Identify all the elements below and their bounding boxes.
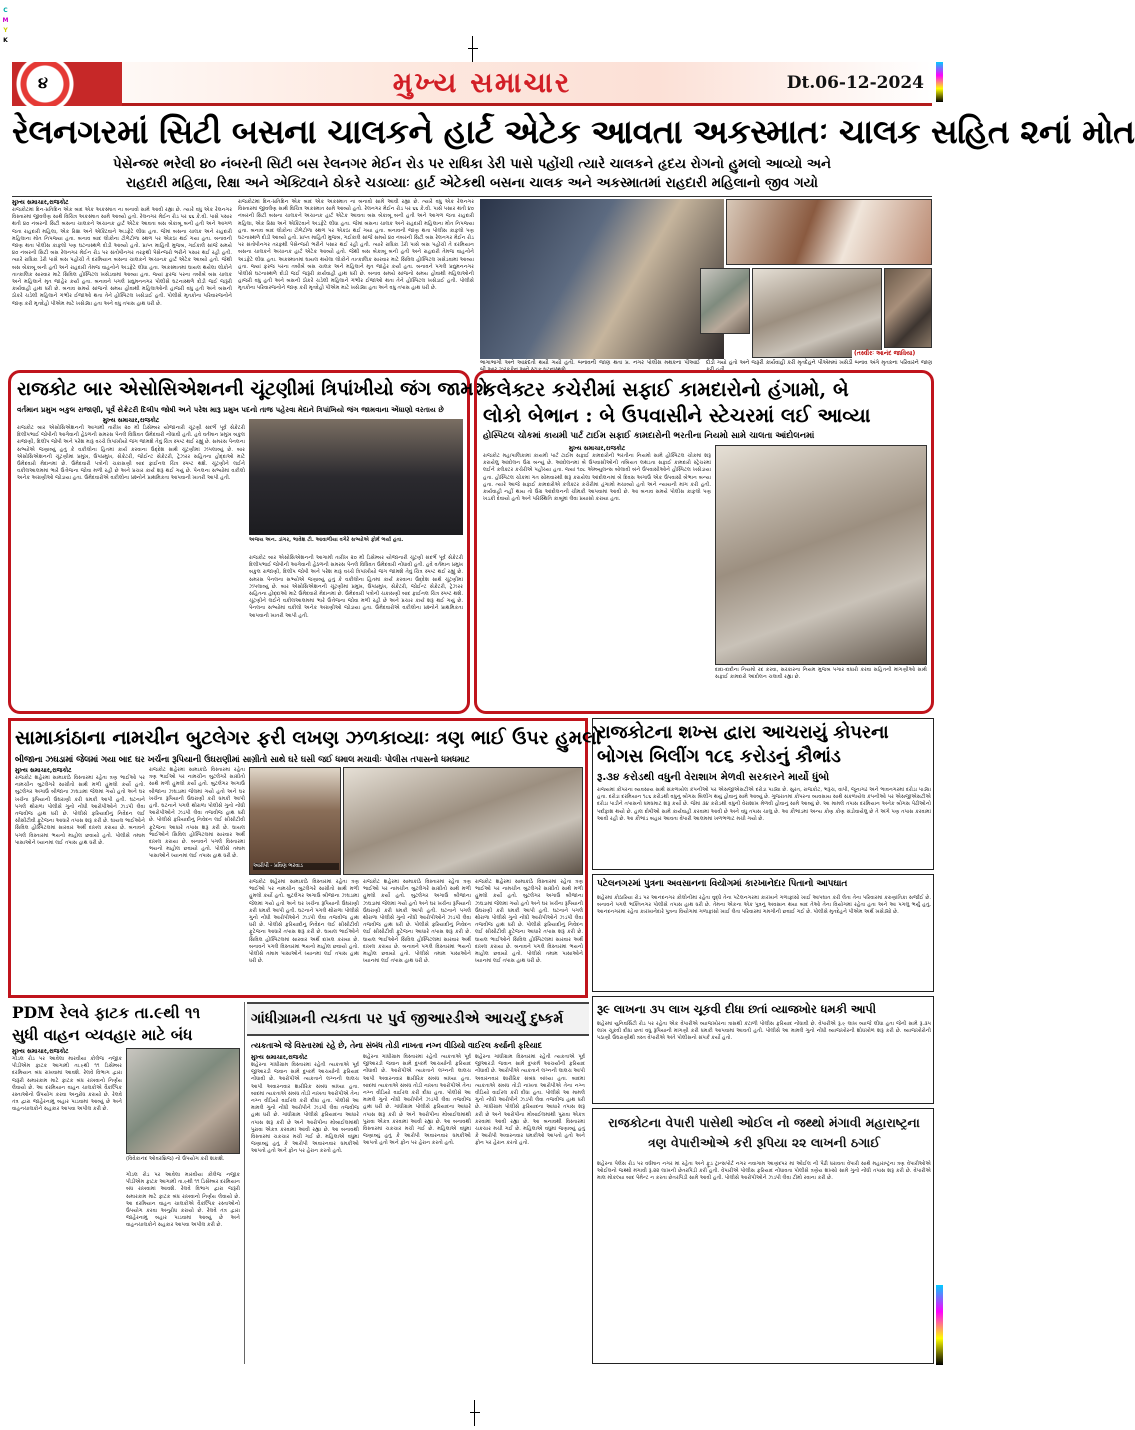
lead-photo-caption-left: ભાગાભાગી અને આક્રંદતી થયી ગયી હતી. બનાવની જાણ થતા પ્ર. નગર પોલીસ મથકના પીઆઈ બી.આર.ઝરકકેન અને સ્ટાફ ઘટનાસ્થળે: [480, 360, 700, 373]
pdm-body: ગોંડલ રોડ પર આવેલા મારવીયા કોલેજ નજીક પીડીએમ ફાટક આગામી તા.૯થી ૧૧ ડિસેમ્બર દરમિયાન બંધ રાખવામાં આવશે. રેલવે વિભાગ દ્વારા જરૂરી સમારકામ માટે ફાટક બંધ રાખવાનો નિર્ણય લેવાયો છે. આ દરમિયાન વાહન ચાલકોએ વૈકલ્પિક રસ્તાઓનો ઉપયોગ કરવા અનુરોધ કરાયો છે. રેલવે તંત્ર દ્વારા જાહેરનામું બહાર પાડવામાં આવ્યું છે અને વાહનચાલકોને સહકાર આપવા અપીલ કરી છે.: [12, 1056, 122, 1113]
gandhigram-column-3: શહેરના ગાંધીગ્રામ વિસ્તારમાં રહેતી ત્યકતાએ પૂર્વ જીઆરડી જવાન સામે દુષ્કર્મ આચર્યાની ફરિયાદ નોંધાવી છે. આરોપીએ ત્યકતાને લગ્નની લાલચ આપી અવારનવાર શારીરિક સંબંધ બાંધ્યા હતા. બાદમાં ત્યકતાએ સંબંધ તોડી નાખતા આરોપીએ તેના નગ્ન વીડિયો વાઈરલ કરી દીધા હતા. પોલીસે આ મામલે ગુનો નોંધી આરોપીને ઝડપી લેવા તજવીજ હાથ ધરી છે. ગાંધીગ્રામ પોલીસે ફરિયાદના આધારે તપાસ શરૂ કરી છે અને આરોપીના મોબાઈલમાંથી પુરાવા એકત્ર કરવામાં આવી રહ્યા છે. આ બનાવથી વિસ્તારમાં ચકચાર મચી ગઈ છે. મહિલાએ વધુમાં જણાવ્યું હતું કે આરોપી અવારનવાર ધમકીઓ આપતો હતો અને ફોન પર હેરાન કરતો હતો.: [475, 1054, 585, 1147]
pdm-body-continued: ગોંડલ રોડ પર આવેલા મારવીયા કોલેજ નજીક પીડીએમ ફાટક આગામી તા.૯થી ૧૧ ડિસેમ્બર દરમિયાન બંધ રાખવામાં આવશે. રેલવે વિભાગ દ્વારા જરૂરી સમારકામ માટે ફાટક બંધ રાખવાનો નિર્ણય લેવાયો છે. આ દરમિયાન વાહન ચાલકોએ વૈકલ્પિક રસ્તાઓનો ઉપયોગ કરવા અનુરોધ કરાયો છે. રેલવે તંત્ર દ્વારા જાહેરનામું બહાર પાડવામાં આવ્યું છે અને વાહનચાલકોને સહકાર આપવા અપીલ કરી છે.: [126, 1172, 240, 1229]
lead-subheadline-1: પેસેન્જર ભરેલી ૪૦ નંબરની સિટી બસ રેલનગર મેઈન રોડ પર રાધિકા ડેરી પાસે પહોંચી ત્યારે ચાલકને હૃદય રોગનો હુમલો આવ્યો અને: [112, 157, 831, 172]
bar-body-continued: રાજકોટ બાર એસોસિએશનની આગામી તારીખ ૨૦ મી ડિસેમ્બર યોજાનારી ચૂંટણી સંદર્ભે પૂર્વ સેક્રેટરી દિલીપભાઈ જોષીની આગેવાની હેઠળની સમરસ પેનલે વિધિવત ઉમેદવારી નોંધાવી હતી. હવે વર્તમાન પ્રમુખ બકુલ રાજાણી, દિલીપ જોષી અને પરેશ મારૂ વચ્ચે ત્રિપાંખીયો જંગ જામશે તેવું ચિત્ર સ્પષ્ટ થઈ રહ્યું છે. સમરસ પેનલના સભ્યોએ જણાવ્યું હતું કે વકીલોના હિતમાં કાર્ય કરવાના ઉદ્દેશ સાથે ચૂંટણીમાં ઝંપલાવ્યું છે. બાર એસોસિએશનની ચૂંટણીમાં પ્રમુખ, ઉપપ્રમુખ, સેક્રેટરી, જોઈન્ટ સેક્રેટરી, ટ્રેઝરર સહિતના હોદ્દાઓ માટે ઉમેદવારો મેદાનમાં છે. ઉમેદવારી પત્રોની ચકાસણી બાદ ફાઈનલ ચિત્ર સ્પષ્ટ થશે. ચૂંટણીને લઈને વકીલઆલમમાં ભારે ઉત્તેજના જોવા મળી રહી છે અને પ્રચાર કાર્ય શરૂ થઈ ગયું છે. પેનલના સભ્યોમાં વકીલો અનેક અગ્રણીઓ જોડાયા હતા. ઉમેદવારોએ વકીલોના પ્રશ્નોને પ્રાથમિકતા આપવાની ખાતરી આપી હતી.: [249, 555, 463, 619]
bar-subheadline: વર્તમાન પ્રમુખ બકુલ રાજાણી, પૂર્વ સેક્રેટરી દિલીપ જોષી અને પરેશ મારૂ પ્રમુખ પદનો તાજ પહેરવા મેદાને ત્રિપાંખિયો જંગ જામવાના એંધાણો વરતાય છે: [17, 405, 444, 414]
lead-subheadline-2: રાહદારી મહિલા, રિક્ષા અને એક્ટિવાને ઠોકરે ચડાવ્યાઃ હાર્ટ એટેકથી બસના ચાલક અને અકસ્માતમાં રાહદારી મહિલાનો જીવ ગયો: [126, 176, 818, 191]
father-suicide-headline: પટેલનગરમાં પુત્રના અવસાનના વિયોગમાં કારખાનેદાર પિતાનો આપઘાત: [597, 879, 848, 889]
oil-fraud-body: શહેરના પેલેસ રોડ પર વર્ધમાન નગર માં રહેતા અને ફૂડ ટ્રાન્સપોર્ટ નગર નવાગામ આણંદપર માં ઓઈલ ની પેઢી ધરાવતા વેપારી સાથે મહારાષ્ટ્રના ત્રણ વેપારીઓએ ઓઈલનો જથ્થો મંગાવી રૂ.૨૨ લાખની છેતરપિંડી કરી હતી. વેપારીએ પોલીસ ફરિયાદ નોંધાવતા પોલીસે ત્રણેય શખ્સો સામે ગુનો નોંધી તપાસ શરૂ કરી છે. વેપારીએ માલ મોકલ્યા બાદ પેમેન્ટ ન કરતા છેતરપિંડી સામે આવી હતી. પોલીસે આરોપીઓને ઝડપી લેવા ટીમો રવાના કરી છે.: [597, 1161, 931, 1182]
page-number-badge: [12, 62, 122, 106]
bootlegger-body-continued-1: રાજકોટ શહેરમાં સામાકાંઠે વિસ્તારમાં રહેતા ત્રણ ભાઈઓ પર નામચીન બુટલેગરે સાગ્રીતો સાથે મળી હુમલો કર્યો હતો. બુટલેગર અગાઉ બીજાના ઝઘડામાં જેલમાં ગયો હતો અને ઘર ખર્ચના રૂપિયાની ઉઘરાણી કરી ધમકી આપી હતી. ઘટનાને પગલે થોરાળા પોલીસે ગુનો નોંધી આરોપીઓને ઝડપી લેવા તજવીજ હાથ ધરી છે. પોલીસે ફરિયાદીનું નિવેદન લઈ સીસીટીવી ફૂટેજના આધારે તપાસ શરૂ કરી છે. ઘાયલ ભાઈઓને સિવિલ હોસ્પિટલમાં સારવાર અર્થે દાખલ કરાયા છે. બનાવને પગલે વિસ્તારમાં ભયનો માહોલ છવાયો હતો. પોલીસે તમામ પાસાઓને ધ્યાનમાં લઈ તપાસ હાથ ધરી છે.: [249, 879, 359, 965]
lead-photo-caption-right: દોડી ગયો હતો અને જરૂરી કાર્યવાહી કરી મૃતદેહને પીએમમાં ખસેડી બનાવ અંગે મૃતકના પરિવારને જાણ કરી હતી.: [706, 360, 932, 373]
gandhigram-byline: મુખ્ય સમાચાર,રાજકોટ: [251, 1054, 308, 1061]
pdm-crossing-story: [12, 1002, 240, 1364]
gandhigram-story: [244, 1002, 588, 1364]
copper-headline-2: બોગસ બિલીંગ ૧૮૬ કરોડનું કૌભાંડ: [597, 746, 841, 767]
collector-photo-caption: દાદા-દાદીના નિયમો રદ કરવા, સરકારના નિયમ મુજબ પગાર વધારો કરવા સહિતની માંગણીઓ સાથે સફાઈ કામદારો આંદોલન ચલાવી રહ્યા છે.: [715, 667, 927, 681]
issue-date: Dt.06-12-2024: [786, 73, 924, 93]
father-suicide-story: [592, 874, 934, 992]
copper-subheadline: રૂ.૩૪ કરોડથી વધુની વેરાશાખ મેળવી સરકારને માર્યો ધુંબો: [597, 772, 830, 783]
pdm-photo-caption: (વિવેકાનંદ ઓવરબ્રિજ) નો ઉપયોગ કરી શકાશે.: [126, 1156, 225, 1162]
gandhigram-subheadline: ત્યકતાએ જે વિસ્તારમાં રહે છે, તેના સંબંધ તોડી નાખતા નગ્ન વીડિયો વાઈરલ કર્યાની ફરિયાદ: [251, 1041, 543, 1050]
pdm-column-1: [12, 1048, 122, 1364]
collector-column-1: [483, 445, 711, 707]
registration-mark-bottom: [470, 1400, 480, 1426]
pdm-byline: મુખ્ય સમાચાર,રાજકોટ: [12, 1048, 69, 1055]
bar-photo-group: [249, 419, 463, 535]
bar-column-1: [17, 417, 245, 707]
bootlegger-photo-accused: [249, 767, 341, 875]
bootlegger-photo-caption: આરોપી - પ્રવિણ ભરવાડ: [253, 863, 339, 870]
margin-letter-m: M: [2, 17, 9, 24]
lead-column-2: [238, 199, 474, 365]
section-title: મુખ્ય સમાચાર: [392, 66, 572, 99]
bootlegger-headline: સામાકાંઠાના નામચીન બુટલેગર ફરી લખણ ઝળકાવ્યાઃ ત્રણ ભાઈ ઉપર હુમલો: [15, 727, 602, 749]
collector-subheadline: હોસ્પિટલ ચોકમાં કાયમી પાર્ટ ટાઈમ સફાઈ કામદારોની ભરતીના નિયમો સામે ચાલતા આંદોલનમાં: [483, 431, 815, 441]
bootlegger-photo-hospital: [343, 767, 583, 875]
bootlegger-subheadline: બીજાના ઝઘડામાં જેલમાં ગયા બાદ ઘર ખર્ચના રૂપિયાની ઉઘરાણીમાં સાગ્રીતો સાથે ઘરે ઘસી જઈ ધમાલ મચાવીઃ પોલીસ તપાસનો ધમધમાટ: [15, 754, 470, 764]
gandhigram-headline: ગાંધીગ્રામની ત્યકતા પર પુર્વ જીઆરડીએ આચર્યું દુષ્કર્મ: [251, 1011, 564, 1027]
registration-mark-top: [468, 36, 478, 62]
bar-photo-caption: અજય અન. ડાંગર, ભાવેશ ટી. આવાળીયા વગેરે સભ્યોએ ફોર્મ ભર્યા હતા.: [249, 537, 404, 543]
bar-headline: રાજકોટ બાર એસોસિએશનની ચૂંટણીમાં ત્રિપાંખીયો જંગ જામશે: [17, 379, 488, 400]
bootlegger-column-1: [15, 767, 145, 993]
lead-photo-victim: [726, 199, 932, 265]
bar-body: રાજકોટ બાર એસોસિએશનની આગામી તારીખ ૨૦ મી ડિસેમ્બર યોજાનારી ચૂંટણી સંદર્ભે પૂર્વ સેક્રેટરી દિલીપભાઈ જોષીની આગેવાની હેઠળની સમરસ પેનલે વિધિવત ઉમેદવારી નોંધાવી હતી. હવે વર્તમાન પ્રમુખ બકુલ રાજાણી, દિલીપ જોષી અને પરેશ મારૂ વચ્ચે ત્રિપાંખીયો જંગ જામશે તેવું ચિત્ર સ્પષ્ટ થઈ રહ્યું છે. સમરસ પેનલના સભ્યોએ જણાવ્યું હતું કે વકીલોના હિતમાં કાર્ય કરવાના ઉદ્દેશ સાથે ચૂંટણીમાં ઝંપલાવ્યું છે. બાર એસોસિએશનની ચૂંટણીમાં પ્રમુખ, ઉપપ્રમુખ, સેક્રેટરી, જોઈન્ટ સેક્રેટરી, ટ્રેઝરર સહિતના હોદ્દાઓ માટે ઉમેદવારો મેદાનમાં છે. ઉમેદવારી પત્રોની ચકાસણી બાદ ફાઈનલ ચિત્ર સ્પષ્ટ થશે. ચૂંટણીને લઈને વકીલઆલમમાં ભારે ઉત્તેજના જોવા મળી રહી છે અને પ્રચાર કાર્ય શરૂ થઈ ગયું છે. પેનલના સભ્યોમાં વકીલો અનેક અગ્રણીઓ જોડાયા હતા. ઉમેદવારોએ વકીલોના પ્રશ્નોને પ્રાથમિકતા આપવાની ખાતરી આપી હતી.: [17, 425, 245, 482]
bar-election-story: [8, 370, 488, 714]
gandhigram-body: શહેરના ગાંધીગ્રામ વિસ્તારમાં રહેતી ત્યકતાએ પૂર્વ જીઆરડી જવાન સામે દુષ્કર્મ આચર્યાની ફરિયાદ નોંધાવી છે. આરોપીએ ત્યકતાને લગ્નની લાલચ આપી અવારનવાર શારીરિક સંબંધ બાંધ્યા હતા. બાદમાં ત્યકતાએ સંબંધ તોડી નાખતા આરોપીએ તેના નગ્ન વીડિયો વાઈરલ કરી દીધા હતા. પોલીસે આ મામલે ગુનો નોંધી આરોપીને ઝડપી લેવા તજવીજ હાથ ધરી છે. ગાંધીગ્રામ પોલીસે ફરિયાદના આધારે તપાસ શરૂ કરી છે અને આરોપીના મોબાઈલમાંથી પુરાવા એકત્ર કરવામાં આવી રહ્યા છે. આ બનાવથી વિસ્તારમાં ચકચાર મચી ગઈ છે. મહિલાએ વધુમાં જણાવ્યું હતું કે આરોપી અવારનવાર ધમકીઓ આપતો હતો અને ફોન પર હેરાન કરતો હતો.: [251, 1062, 359, 1155]
lead-photo-bus: [480, 199, 724, 359]
collector-body: રાજકોટ મહાપાલિકામાં કાયમી પાર્ટ ટાઈમ સફાઈ કામદારોની ભરતીના નિયમો સામે હોસ્પિટલ ચોકમાં શરૂ કરાયેલું આંદોલન ઉગ્ર બન્યું છે. આંદોલનમાં બે ઉપવાસીઓની તબિયત લથડતા સફાઈ કામદારો સ્ટ્રેચરમાં લઈને કલેક્ટર કચેરીએ પહોંચ્યા હતા. જ્યાં ૧૦૮ એમ્બ્યુલન્સ બોલાવી બંને ઉપવાસીઓને હોસ્પિટલ ખસેડાયા હતા. હોસ્પિટલ ચોકમાં ગત સોમવારથી શરૂ કરાયેલા આંદોલનમાં બે દિવસ અગાઉ એક ઉપવાસી બેભાન બન્યા હતા. ત્યારે આજે સફાઈ કામદારોએ કલેક્ટર કચેરીમાં હંગામો મચાવ્યો હતો અને ન્યાયની માંગ કરી હતી. કાર્યવાહી નહીં થાય તો ઉગ્ર આંદોલનની ચીમકી આપવામાં આવી છે. આ બનાવ સમયે પોલીસ કાફલો પણ ખડકી દેવાયો હતો અને પરિસ્થિતિ કાબૂમાં લેવા પ્રયાસો કરાયા હતા.: [483, 453, 711, 503]
masthead: [12, 62, 932, 106]
lead-headline: રેલનગરમાં સિટી બસના ચાલકને હાર્ટ એટેક આવતા અકસ્માતઃ ચાલક સહિત ૨નાં મોત: [12, 112, 1135, 151]
lead-byline: મુખ્ય સમાચાર,રાજકોટ: [12, 199, 69, 206]
bootlegger-body-continued-3: રાજકોટ શહેરમાં સામાકાંઠે વિસ્તારમાં રહેતા ત્રણ ભાઈઓ પર નામચીન બુટલેગરે સાગ્રીતો સાથે મળી હુમલો કર્યો હતો. બુટલેગર અગાઉ બીજાના ઝઘડામાં જેલમાં ગયો હતો અને ઘર ખર્ચના રૂપિયાની ઉઘરાણી કરી ધમકી આપી હતી. ઘટનાને પગલે થોરાળા પોલીસે ગુનો નોંધી આરોપીઓને ઝડપી લેવા તજવીજ હાથ ધરી છે. પોલીસે ફરિયાદીનું નિવેદન લઈ સીસીટીવી ફૂટેજના આધારે તપાસ શરૂ કરી છે. ઘાયલ ભાઈઓને સિવિલ હોસ્પિટલમાં સારવાર અર્થે દાખલ કરાયા છે. બનાવને પગલે વિસ્તારમાં ભયનો માહોલ છવાયો હતો. પોલીસે તમામ પાસાઓને ધ્યાનમાં લઈ તપાસ હાથ ધરી છે.: [475, 879, 583, 965]
collector-headline-2: લોકો બેભાન : બે ઉપવાસીને સ્ટેચરમાં લઈ આવ્યા: [483, 404, 871, 427]
pdm-headline-1: PDM રેલવે ફાટક તા.૯થી ૧૧: [12, 1003, 201, 1022]
oil-fraud-story: [592, 1108, 934, 1364]
margin-letter-c: C: [3, 7, 8, 14]
moneylender-body: શહેરમાં યુનિવર્સિટી રોડ પર રહેતા એક વેપારીએ વ્યાજખોરના ત્રાસથી કંટાળી પોલીસ ફરિયાદ નોંધાવી છે. વેપારીએ રૂ.૯ લાખ વ્યાજે લીધા હતા જેની સામે રૂ.૩૫ લાખ ચૂકવી દીધા છતાં વધુ રૂપિયાની માંગણી કરી ધમકી આપવામાં આવતી હતી. પોલીસે આ મામલે ગુનો નોંધી વ્યાજખોરની શોધખોળ શરૂ કરી છે. વ્યાજખોરોની પઠાણી ઉઘરાણીથી ત્રસ્ત વેપારીએ અંતે પોલીસનો સંપર્ક કર્યો હતો.: [597, 1021, 931, 1042]
margin-letter-k: K: [3, 37, 8, 44]
margin-color-bar-right: [936, 62, 943, 102]
collector-story: [474, 370, 934, 714]
bootlegger-body-continued-2: રાજકોટ શહેરમાં સામાકાંઠે વિસ્તારમાં રહેતા ત્રણ ભાઈઓ પર નામચીન બુટલેગરે સાગ્રીતો સાથે મળી હુમલો કર્યો હતો. બુટલેગર અગાઉ બીજાના ઝઘડામાં જેલમાં ગયો હતો અને ઘર ખર્ચના રૂપિયાની ઉઘરાણી કરી ધમકી આપી હતી. ઘટનાને પગલે થોરાળા પોલીસે ગુનો નોંધી આરોપીઓને ઝડપી લેવા તજવીજ હાથ ધરી છે. પોલીસે ફરિયાદીનું નિવેદન લઈ સીસીટીવી ફૂટેજના આધારે તપાસ શરૂ કરી છે. ઘાયલ ભાઈઓને સિવિલ હોસ્પિટલમાં સારવાર અર્થે દાખલ કરાયા છે. બનાવને પગલે વિસ્તારમાં ભયનો માહોલ છવાયો હતો. પોલીસે તમામ પાસાઓને ધ્યાનમાં લઈ તપાસ હાથ ધરી છે.: [363, 879, 471, 965]
collector-photo-protest: [715, 445, 927, 665]
gandhigram-column-1: [251, 1054, 359, 1364]
lead-column-1: [12, 199, 232, 365]
collector-byline: મુખ્ય સમાચાર,રાજકોટ: [568, 445, 626, 452]
bootlegger-column-2: રાજકોટ શહેરમાં સામાકાંઠે વિસ્તારમાં રહેતા ત્રણ ભાઈઓ પર નામચીન બુટલેગરે સાગ્રીતો સાથે મળી હુમલો કર્યો હતો. બુટલેગર અગાઉ બીજાના ઝઘડામાં જેલમાં ગયો હતો અને ઘર ખર્ચના રૂપિયાની ઉઘરાણી કરી ધમકી આપી હતી. ઘટનાને પગલે થોરાળા પોલીસે ગુનો નોંધી આરોપીઓને ઝડપી લેવા તજવીજ હાથ ધરી છે. પોલીસે ફરિયાદીનું નિવેદન લઈ સીસીટીવી ફૂટેજના આધારે તપાસ શરૂ કરી છે. ઘાયલ ભાઈઓને સિવિલ હોસ્પિટલમાં સારવાર અર્થે દાખલ કરાયા છે. બનાવને પગલે વિસ્તારમાં ભયનો માહોલ છવાયો હતો. પોલીસે તમામ પાસાઓને ધ્યાનમાં લઈ તપાસ હાથ ધરી છે.: [149, 767, 245, 860]
lead-photo-driver: [700, 268, 750, 334]
collector-headline-1: કલેક્ટર કચેરીમાં સફાઈ કામદારોનો હંગામો, બે: [483, 378, 849, 401]
lead-photo-hospital: [752, 268, 882, 358]
gandhigram-column-2: શહેરના ગાંધીગ્રામ વિસ્તારમાં રહેતી ત્યકતાએ પૂર્વ જીઆરડી જવાન સામે દુષ્કર્મ આચર્યાની ફરિયાદ નોંધાવી છે. આરોપીએ ત્યકતાને લગ્નની લાલચ આપી અવારનવાર શારીરિક સંબંધ બાંધ્યા હતા. બાદમાં ત્યકતાએ સંબંધ તોડી નાખતા આરોપીએ તેના નગ્ન વીડિયો વાઈરલ કરી દીધા હતા. પોલીસે આ મામલે ગુનો નોંધી આરોપીને ઝડપી લેવા તજવીજ હાથ ધરી છે. ગાંધીગ્રામ પોલીસે ફરિયાદના આધારે તપાસ શરૂ કરી છે અને આરોપીના મોબાઈલમાંથી પુરાવા એકત્ર કરવામાં આવી રહ્યા છે. આ બનાવથી વિસ્તારમાં ચકચાર મચી ગઈ છે. મહિલાએ વધુમાં જણાવ્યું હતું કે આરોપી અવારનવાર ધમકીઓ આપતો હતો અને ફોન પર હેરાન કરતો હતો.: [363, 1054, 471, 1147]
lead-photo-credit: (તસ્વીરઃ આનંદ જાવિયા): [854, 350, 916, 357]
lead-photo-woman: [884, 268, 932, 348]
bootlegger-body: રાજકોટ શહેરમાં સામાકાંઠે વિસ્તારમાં રહેતા ત્રણ ભાઈઓ પર નામચીન બુટલેગરે સાગ્રીતો સાથે મળી હુમલો કર્યો હતો. બુટલેગર અગાઉ બીજાના ઝઘડામાં જેલમાં ગયો હતો અને ઘર ખર્ચના રૂપિયાની ઉઘરાણી કરી ધમકી આપી હતી. ઘટનાને પગલે થોરાળા પોલીસે ગુનો નોંધી આરોપીઓને ઝડપી લેવા તજવીજ હાથ ધરી છે. પોલીસે ફરિયાદીનું નિવેદન લઈ સીસીટીવી ફૂટેજના આધારે તપાસ શરૂ કરી છે. ઘાયલ ભાઈઓને સિવિલ હોસ્પિટલમાં સારવાર અર્થે દાખલ કરાયા છે. બનાવને પગલે વિસ્તારમાં ભયનો માહોલ છવાયો હતો. પોલીસે તમામ પાસાઓને ધ્યાનમાં લઈ તપાસ હાથ ધરી છે.: [15, 775, 145, 846]
lead-rule: [12, 196, 932, 197]
margin-letter-y: Y: [3, 27, 8, 34]
copper-headline-1: રાજકોટના શખ્સ દ્વારા આચરાયું કોપરના: [597, 722, 889, 743]
lead-body: રાજકોટમાં દિન-પ્રતિદિન એક બાદ એક અકસ્માત ના બનાવો સામે આવી રહ્યા છે. ત્યારે વધુ એક રેલનગર વિસ્તારમાં જીવલેણ સાથે વિચિત્ર અકસ્માત સામે આવ્યો હતો. રેલનગર મેઈન રોડ પર ૬૬ કે.વી. પાસે પસાર થતી ૪૦ નંબરની સિટી બસના ચાલકને અચાનક હાર્ટ એટેક આવતા બસ બેકાબૂ બની હતી અને આગળ જતા રાહદારી મહિલા, એક રિક્ષા અને એક્ટિવાને અડફેટે લીધા હતા. જેમાં બસના ચાલક અને રાહદારી મહિલાના મોત નિપજ્યા હતા. બનાવ બાદ લોકોના ટોળેટોળા સ્થળ પર એકઠા થઈ ગયા હતા. બનાવની જાણ થતા પોલીસ કાફલો પણ ઘટનાસ્થળે દોડી આવ્યો હતો. પ્રાપ્ત માહિતી મુજબ, ગઈકાલે સાંજે સમયે ૪૦ નંબરની સિટી બસ રેલનગર મેઈન રોડ પર સંતોષીનગર તરફથી પેસેન્જરો ભરીને પસાર થઈ રહી હતી. ત્યારે રાધિકા ડેરી પાસે બસ પહોંચી તે દરમિયાન બસના ચાલકને અચાનક હાર્ટ એટેક આવ્યો હતો. જેથી બસ બેકાબૂ બની હતી અને રાહદારી તેમજ વાહનોને અડફેટે લીધા હતા. અકસ્માતમાં ઘાયલ થયેલા લોકોને તાત્કાલિક સારવાર માટે સિવિલ હોસ્પિટલ ખસેડવામાં આવ્યા હતા. જ્યાં ફરજ પરના તબીબે બસ ચાલક અને મહિલાને મૃત જાહેર કર્યા હતા. બનાવને પગલે પ્રદ્યુમનનગર પોલીસે ઘટનાસ્થળે દોડી જઈ જરૂરી કાર્યવાહી હાથ ધરી છે. બનાવ સમયે સાંજનો સમય હોવાથી મહિલાઓની હાજરી વધુ હતી અને બસની ઠોકરે ચડેલી મહિલાને ગંભીર ઈજાઓ થતા તેને હોસ્પિટલ ખસેડાઈ હતી. પોલીસે મૃતકોના પરિવારજનોને જાણ કરી મૃતદેહો પીએમ માટે ખસેડ્યા હતા અને વધુ તપાસ હાથ ધરી છે.: [12, 207, 232, 307]
pdm-headline-2: સુધી વાહન વ્યવહાર માટે બંધ: [12, 1025, 193, 1044]
moneylender-story: [592, 996, 934, 1104]
bootlegger-story: [8, 718, 602, 998]
bar-byline: મુખ્ય સમાચાર,રાજકોટ: [102, 417, 160, 424]
father-suicide-body: શહેરમાં કોઠારિયા રોડ પર આનંદનગર કોલોનીમાં રહેતા વૃદ્ધે તેના પટેલનગરમાં કારખાને ગળાફાંસો ખાઈ આપઘાત કરી લેતા તેના પરિવારમાં કરુણાંતિકા સર્જાઈ છે. બનાવને પગલે ભક્તિનગર પોલીસે તપાસ હાથ ધરી છે. તેમના એકના એક પુત્રનું અવસાન થયા બાદ તેઓ તેના વિયોગમાં રહેતા હતા અને આ પગલું ભર્યું હતું. આનંદનગરમાં રહેતા કારખાનેદારે પુત્રના વિયોગમાં ગળાફાંસો ખાઈ લેતા પરિવારમાં ગમગીની છવાઈ ગઈ છે. પોલીસે મૃતદેહને પીએમ અર્થે ખસેડ્યો છે.: [597, 895, 931, 916]
lead-body-continued: રાજકોટમાં દિન-પ્રતિદિન એક બાદ એક અકસ્માત ના બનાવો સામે આવી રહ્યા છે. ત્યારે વધુ એક રેલનગર વિસ્તારમાં જીવલેણ સાથે વિચિત્ર અકસ્માત સામે આવ્યો હતો. રેલનગર મેઈન રોડ પર ૬૬ કે.વી. પાસે પસાર થતી ૪૦ નંબરની સિટી બસના ચાલકને અચાનક હાર્ટ એટેક આવતા બસ બેકાબૂ બની હતી અને આગળ જતા રાહદારી મહિલા, એક રિક્ષા અને એક્ટિવાને અડફેટે લીધા હતા. જેમાં બસના ચાલક અને રાહદારી મહિલાના મોત નિપજ્યા હતા. બનાવ બાદ લોકોના ટોળેટોળા સ્થળ પર એકઠા થઈ ગયા હતા. બનાવની જાણ થતા પોલીસ કાફલો પણ ઘટનાસ્થળે દોડી આવ્યો હતો. પ્રાપ્ત માહિતી મુજબ, ગઈકાલે સાંજે સમયે ૪૦ નંબરની સિટી બસ રેલનગર મેઈન રોડ પર સંતોષીનગર તરફથી પેસેન્જરો ભરીને પસાર થઈ રહી હતી. ત્યારે રાધિકા ડેરી પાસે બસ પહોંચી તે દરમિયાન બસના ચાલકને અચાનક હાર્ટ એટેક આવ્યો હતો. જેથી બસ બેકાબૂ બની હતી અને રાહદારી તેમજ વાહનોને અડફેટે લીધા હતા. અકસ્માતમાં ઘાયલ થયેલા લોકોને તાત્કાલિક સારવાર માટે સિવિલ હોસ્પિટલ ખસેડવામાં આવ્યા હતા. જ્યાં ફરજ પરના તબીબે બસ ચાલક અને મહિલાને મૃત જાહેર કર્યા હતા. બનાવને પગલે પ્રદ્યુમનનગર પોલીસે ઘટનાસ્થળે દોડી જઈ જરૂરી કાર્યવાહી હાથ ધરી છે. બનાવ સમયે સાંજનો સમય હોવાથી મહિલાઓની હાજરી વધુ હતી અને બસની ઠોકરે ચડેલી મહિલાને ગંભીર ઈજાઓ થતા તેને હોસ્પિટલ ખસેડાઈ હતી. પોલીસે મૃતકોના પરિવારજનોને જાણ કરી મૃતદેહો પીએમ માટે ખસેડ્યા હતા અને વધુ તપાસ હાથ ધરી છે.: [238, 199, 474, 292]
copper-body: રાજ્યમાં કોપરના વ્યવસાય સાથે સંકળાયેલ કંપનીઓ પર એસજીએસટીએ દરોડા પાડ્યા છે. સુરત, રાજકોટ, ભરૂચ, વાપી, જૂનાગઢ અને ભાવનગરમાં દરોડા પાડ્યા હતા. દરોડા દરમિયાન ૧૮૬ કરોડથી વધુનું બોગસ બિલીંગ થયું હોવાનું સામે આવ્યું છે. ગુજરાતમાં કોપરના વ્યવસાય સાથે સંકળાયેલ કંપનીઓ પર એસજીએસટીએ દરોડા પાડીને તપાસનો ધમધમાટ શરૂ કર્યો છે. જેમાં ૩૪ કરોડથી વધુની વેરાશાખ મેળવી હોવાનું સામે આવ્યું છે. આ મામલે તપાસ દરમિયાન અનેક બોગસ પેઢીઓનો પર્દાફાશ થયો છે. હાલ દોષીઓ સામે કાર્યવાહી કરવામાં આવી છે અને વધુ તપાસ ચાલુ છે. આ કૌભાંડમાં અન્ય કોણ કોણ સંડોવાયેલું છે તે અંગે પણ તપાસ કરવામાં આવી રહી છે. આ કૌભાંડ બહાર આવતા વેપારી આલમમાં ખળભળાટ મચી ગયો છે.: [597, 787, 931, 822]
bootlegger-byline: મુખ્ય સમાચાર,રાજકોટ: [15, 767, 72, 774]
copper-billing-story: [592, 718, 934, 870]
oil-fraud-headline: રાજકોટના વેપારી પાસેથી ઓઈલ નો જથ્થો મંગાવી મહારાષ્ટ્રના ત્રણ વેપારીઓએ કરી રૂપિયા ૨૨ લાખની ઠગાઈ: [608, 1115, 920, 1150]
moneylender-headline: રૂ૯ લાખના ૩૫ લાખ ચૂકવી દીધા છતાં વ્યાજખોર ધમકી આપી: [597, 1002, 876, 1016]
margin-color-bar: [2, 6, 9, 46]
margin-color-bar-right-bottom: [936, 1285, 943, 1365]
pdm-photo-crossing: [126, 1048, 240, 1154]
page-number: ૪: [38, 73, 48, 92]
